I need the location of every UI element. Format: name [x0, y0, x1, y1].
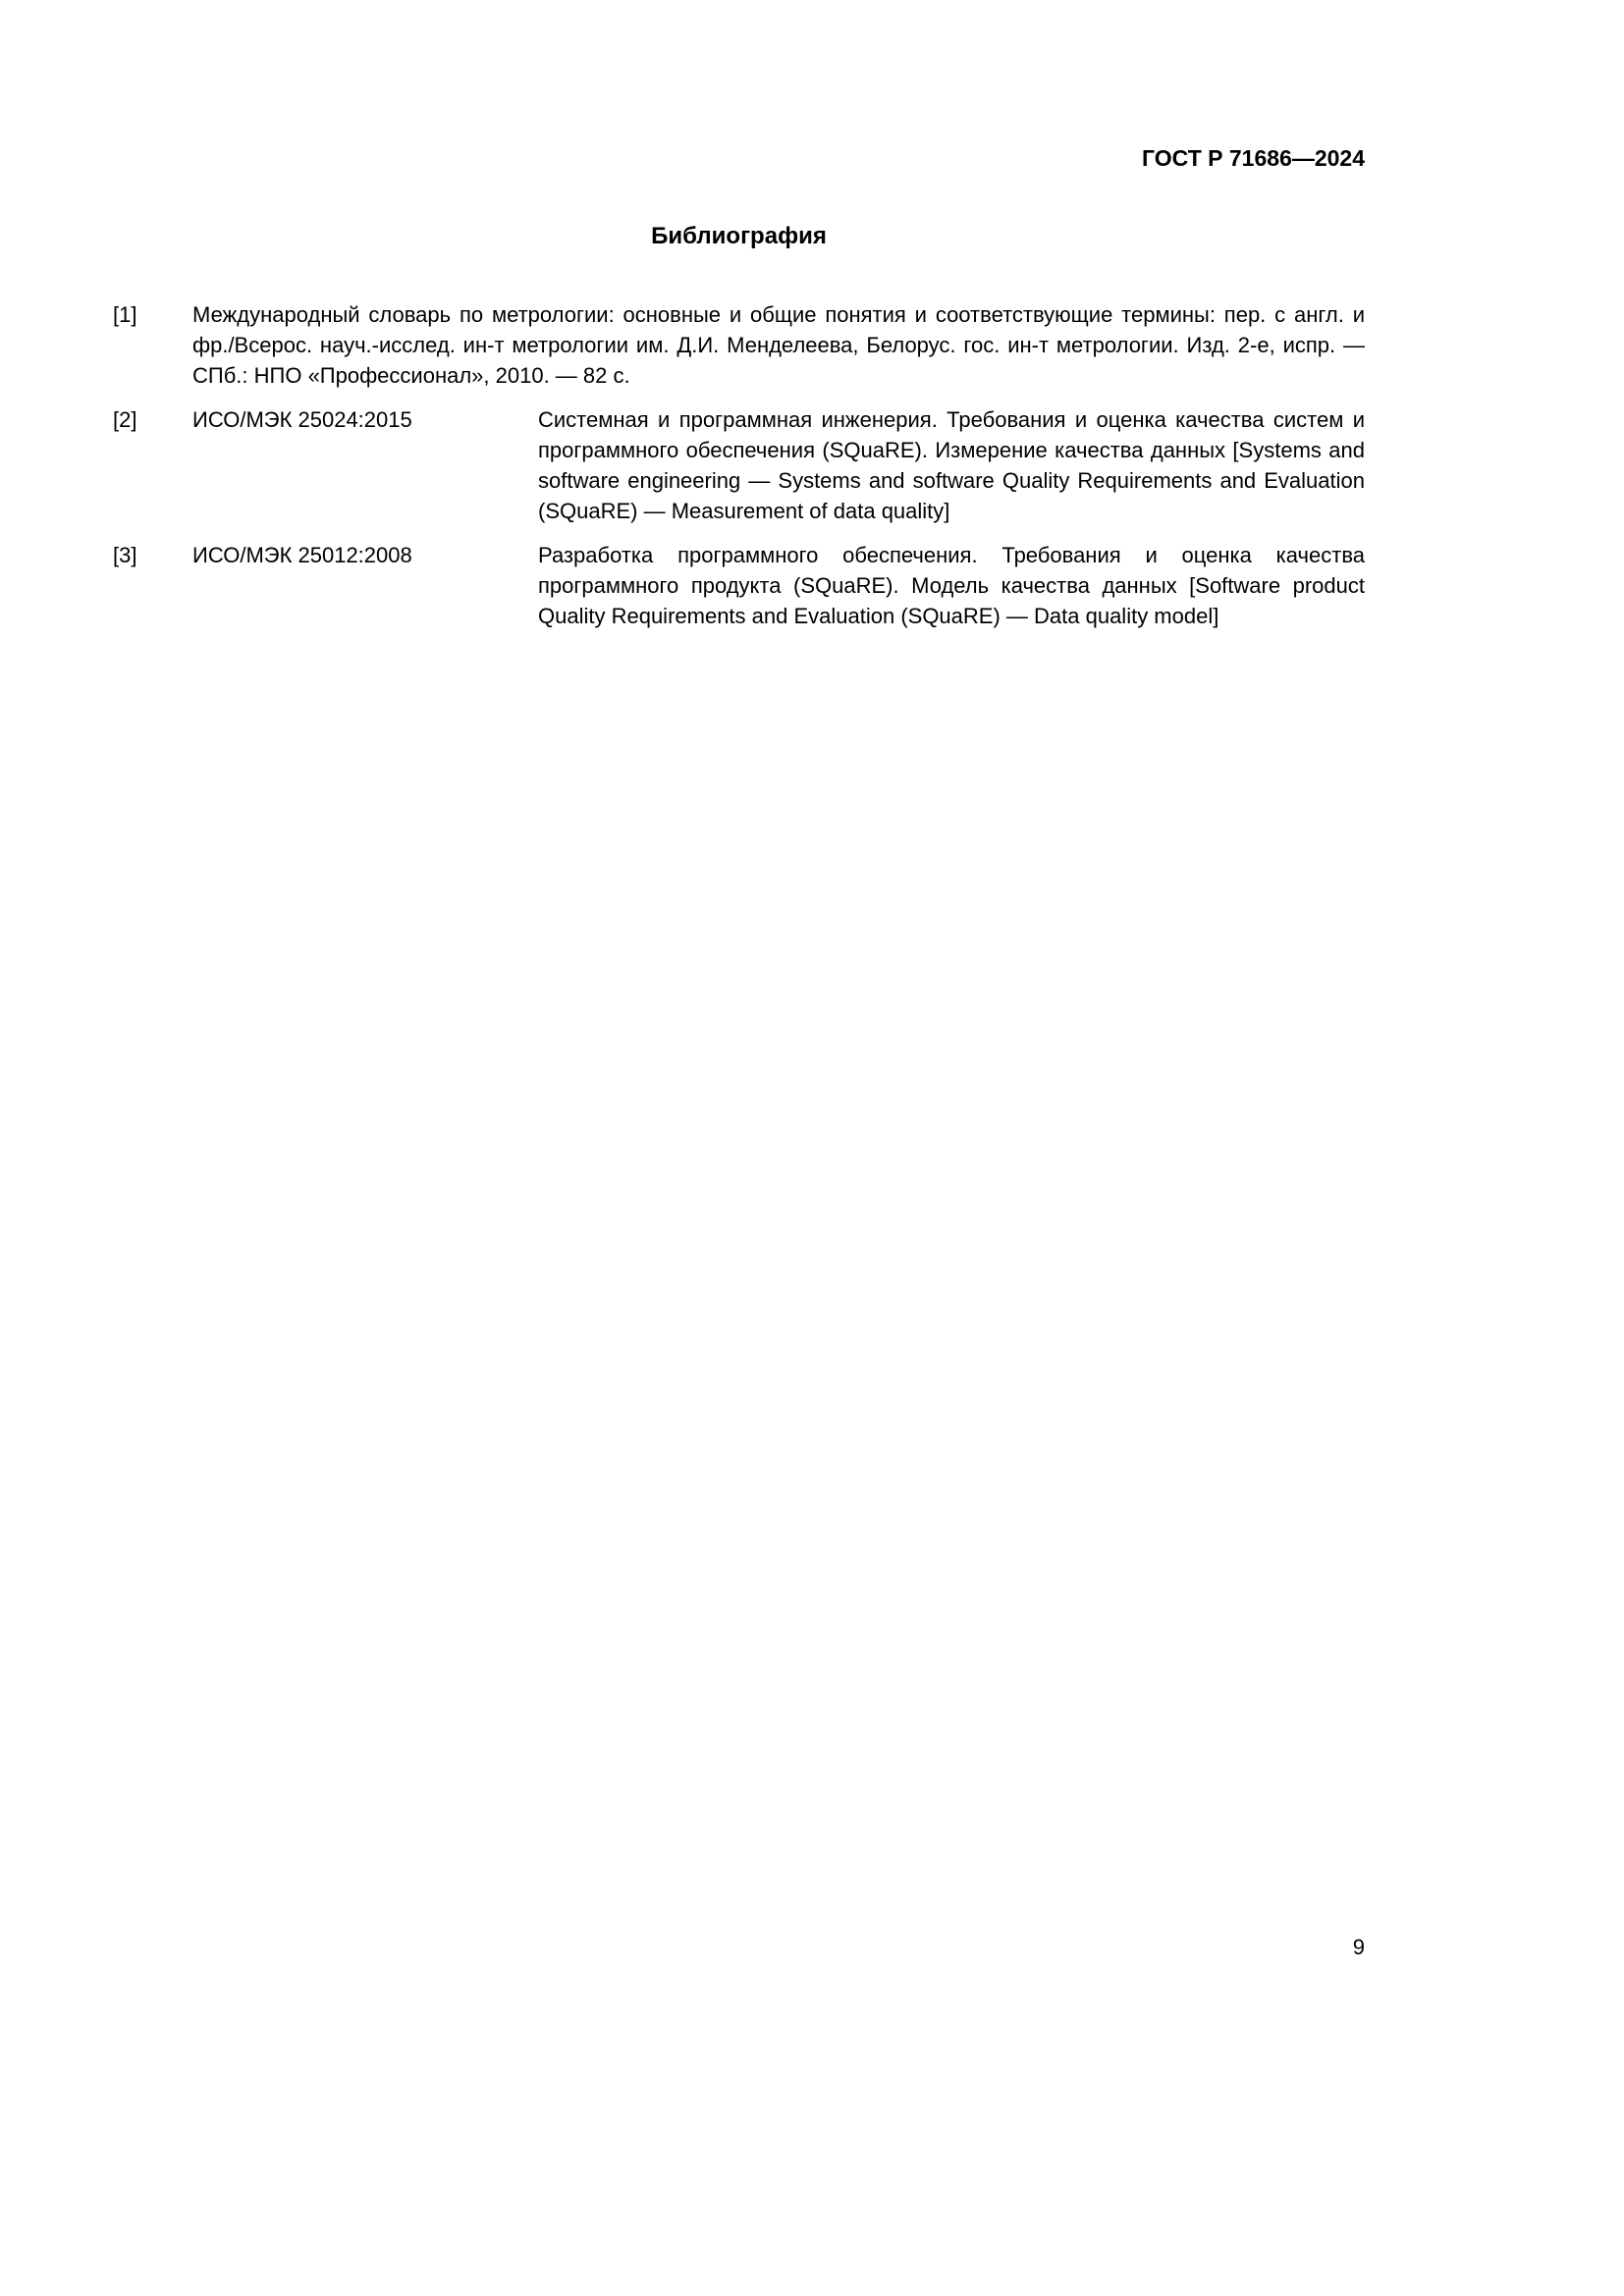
entry-ref: [1]: [113, 302, 137, 327]
entry-text: Международный словарь по метрологии: основные и общие понятия и соответствующие термины: пер. с англ. и фр./Всерос. науч.-исслед. ин-т метрологии им. Д.И. Менделеева, Белорус. гос. ин-т метрологии. Изд. 2-е, испр. — СПб.: НПО «Профессионал», 2010. — 82 с.: [192, 302, 1365, 388]
entry-ref: [3]: [113, 543, 137, 567]
entry-text: Разработка программного обеспечения. Требования и оценка качества программного продукта (SQuaRE). Модель качества данных [Software product Quality Requirements and Evaluation (SQuaRE) — Data quality model]: [538, 543, 1365, 628]
entry-standard-code: ИСО/МЭК 25012:2008: [192, 543, 412, 567]
page-content: [113, 145, 1365, 631]
bibliography-entry-3: [113, 540, 1365, 631]
entry-ref: [2]: [113, 407, 137, 432]
bibliography-entry-1: [113, 299, 1365, 391]
bibliography-entry-2: [113, 404, 1365, 526]
bibliography-list: [113, 299, 1365, 631]
page-number: 9: [1352, 1935, 1365, 1959]
entry-standard-code: ИСО/МЭК 25024:2015: [192, 407, 412, 432]
entry-text: Системная и программная инженерия. Требования и оценка качества систем и программного обеспечения (SQuaRE). Измерение качества данных [Systems and software engineering — Systems and software Quality Requirements and Evaluation (SQuaRE) — Measurement of data quality]: [538, 407, 1365, 523]
document-header: [113, 145, 1365, 172]
page-title: Библиография: [651, 223, 827, 249]
document-code: ГОСТ Р 71686—2024: [1142, 145, 1365, 171]
